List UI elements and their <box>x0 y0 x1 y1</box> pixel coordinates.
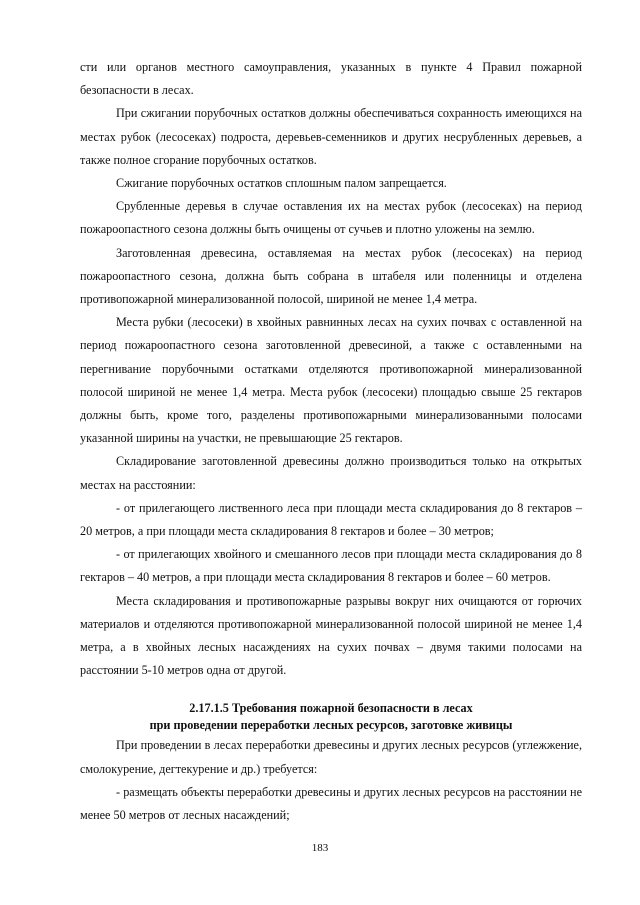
paragraph: сти или органов местного самоуправления, указанных в пункте 4 Правил пожарной безопасности в лесах. <box>80 60 582 98</box>
page-number: 183 <box>311 842 329 854</box>
paragraph: Заготовленная древесина, оставляемая на местах рубок (лесосеках) на период пожароопастного сезона, должна быть собрана в штабеля или поленницы и отделена противопожарной минерализованной полосой, шириной не менее 1,4 метра. <box>80 245 582 307</box>
list-item: - от прилегающего лиственного леса при площади места складирования до 8 гектаров – 20 метров, а при площади места складирования 8 гектаров и более – 30 метров; <box>80 500 582 539</box>
paragraph: Места складирования и противопожарные разрывы вокруг них очищаются от горючих материалов и отделяются противопожарной минерализованной полосой шириной не менее 1,4 метра, а в хвойных лесных насаждениях на сухих почвах – двумя такими полосами на расстоянии 5-10 метров одна от другой. <box>80 593 582 678</box>
section-heading-line: 2.17.1.5 Требования пожарной безопасности в лесах <box>189 701 473 716</box>
paragraph: При проведении в лесах переработки древесины и других лесных ресурсов (углежжение, смолокурение, дегтекурение и др.) требуется: <box>80 738 582 776</box>
list-item: - от прилегающих хвойного и смешанного лесов при площади места складирования до 8 гектаров – 40 метров, а при площади места складирования 8 гектаров и более – 60 метров. <box>80 547 582 585</box>
paragraph: Сжигание порубочных остатков сплошным палом запрещается. <box>116 176 447 191</box>
paragraph: Места рубки (лесосеки) в хвойных равнинных лесах на сухих почвах с оставленной на период пожароопастного сезона заготовленной древесиной, а также с оставленными на перегнивание порубочными остатками отделяются противопожарной минерализованной полосой шириной не менее 1,4 метра. Места рубок (лесосеки) площадью свыше 25 гектаров должны быть, кроме того, разделены противопожарными минерализованными полосами указанной ширины на участки, не превышающие 25 гектаров. <box>80 315 582 446</box>
paragraph: Срубленные деревья в случае оставления их на местах рубок (лесосеках) на период пожароопастного сезона должны быть очищены от сучьев и плотно уложены на землю. <box>80 199 582 237</box>
page-content <box>80 56 582 827</box>
paragraph: При сжигании порубочных остатков должны обеспечиваться сохранность имеющихся на местах рубок (лесосеках) подроста, деревьев-семенников и других несрубленных деревьев, а также полное сгорание порубочных остатков. <box>80 106 582 167</box>
section-heading-line: при проведении переработки лесных ресурсов, заготовке живицы <box>149 718 513 733</box>
section-heading <box>80 700 582 734</box>
paragraph: Складирование заготовленной древесины должно производиться только на открытых местах на расстоянии: <box>80 454 582 492</box>
list-item: - размещать объекты переработки древесины и других лесных ресурсов на расстоянии не менее 50 метров от лесных насаждений; <box>80 784 582 823</box>
